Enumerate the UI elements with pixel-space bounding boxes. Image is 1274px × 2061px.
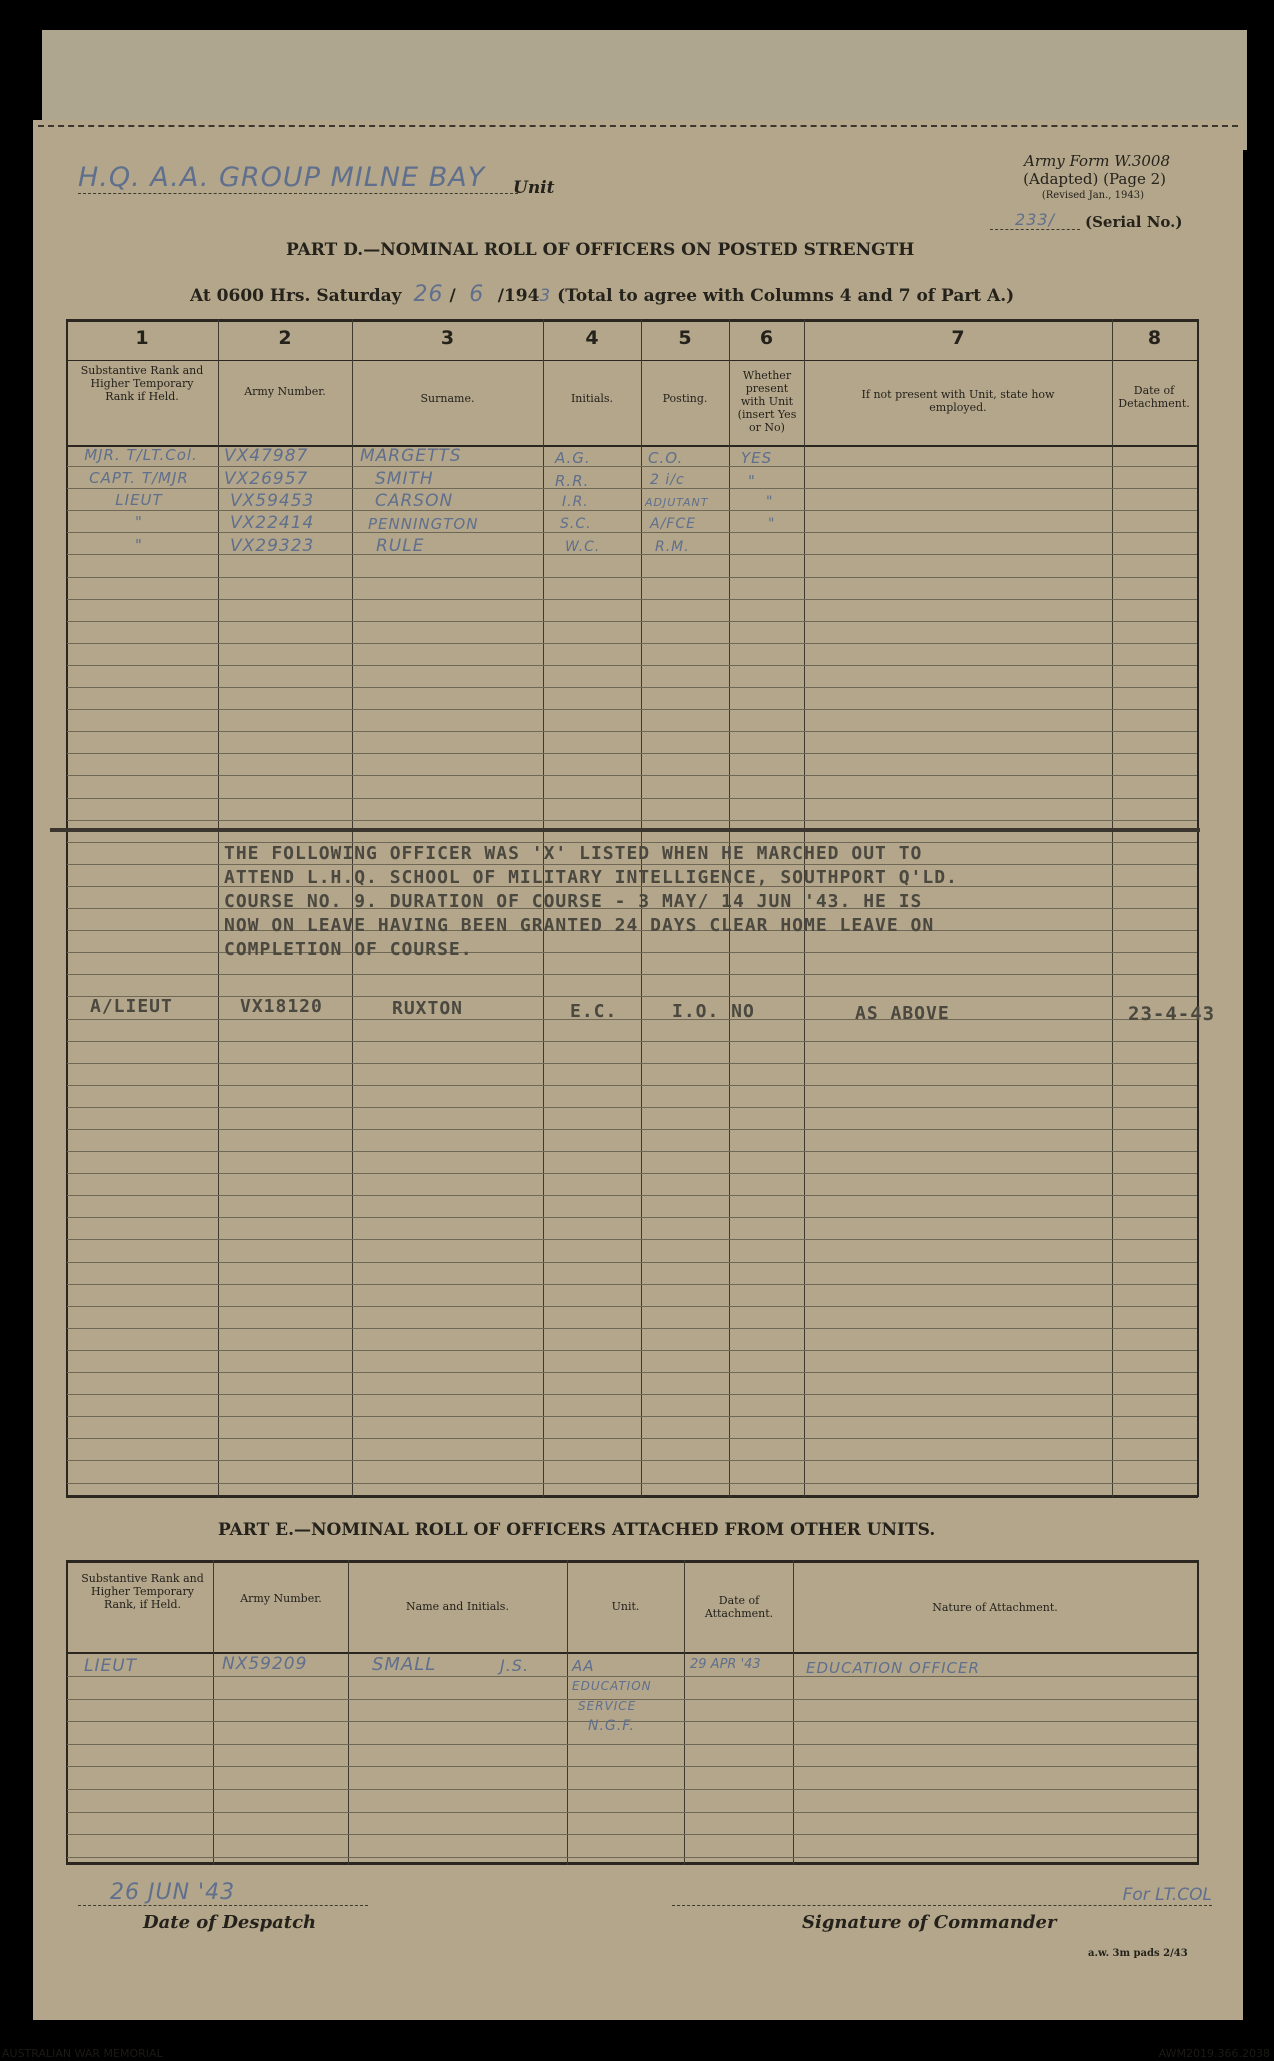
ruled-line — [67, 1789, 1197, 1790]
ruled-line — [67, 1195, 1197, 1196]
ruled-line — [67, 1483, 1197, 1484]
typed-initials: E.C. — [570, 1001, 618, 1022]
row-initials: I.R. — [562, 494, 589, 510]
table-e-top-rule — [66, 1560, 1198, 1563]
ruled-line — [67, 974, 1197, 975]
part-d-date-line: At 0600 Hrs. Saturday 26 / 6 /1943 (Total to agree with Columns 4 and 7 of Part A.) — [190, 282, 1015, 307]
ruled-line — [67, 1394, 1197, 1395]
despatch-label: Date of Despatch — [143, 1912, 317, 1933]
print-code: a.w. 3m pads 2/43 — [1088, 1948, 1188, 1959]
table-e-bottom-rule — [66, 1862, 1198, 1865]
table-e-right-edge — [1197, 1560, 1199, 1865]
typed-surname: RUXTON — [392, 998, 464, 1019]
unit-label: Unit — [513, 178, 555, 198]
table-e-left-edge — [66, 1560, 68, 1865]
total-note: (Total to agree with Columns 4 and 7 of Part A.) — [557, 286, 1015, 306]
e-row-army-number: NX59209 — [222, 1654, 308, 1674]
ruled-line — [67, 1041, 1197, 1042]
e-col-header-nature: Nature of Attachment. — [932, 1601, 1058, 1614]
ruled-line — [67, 1416, 1197, 1417]
typed-note-line: ATTEND L.H.Q. SCHOOL OF MILITARY INTELLIGENCE, SOUTHPORT Q'LD. — [224, 867, 958, 888]
date-month: 6 — [469, 282, 485, 307]
col-divider — [213, 1560, 214, 1865]
e-row-unit-line: N.G.F. — [588, 1718, 635, 1734]
row-surname: SMITH — [375, 469, 434, 489]
col-header-posting: Posting. — [662, 392, 708, 405]
table-d-bottom-rule — [66, 1495, 1198, 1498]
row-initials: R.R. — [555, 472, 590, 490]
row-initials: A.G. — [555, 449, 591, 467]
typed-note-line: COMPLETION OF COURSE. — [224, 939, 473, 960]
row-present: " — [768, 516, 776, 532]
ruled-line — [67, 1812, 1197, 1813]
e-row-date: 29 APR '43 — [690, 1657, 761, 1672]
at-prefix: At 0600 Hrs. Saturday — [190, 286, 402, 306]
typed-rank: A/LIEUT — [90, 996, 173, 1017]
ruled-line — [67, 1328, 1197, 1329]
e-row-unit-line: EDUCATION — [572, 1679, 652, 1693]
ruled-line — [67, 621, 1197, 622]
col-number: 7 — [951, 327, 965, 349]
table-d-right-edge — [1197, 319, 1199, 1497]
e-col-header-name: Name and Initials. — [406, 1600, 509, 1613]
row-rank: LIEUT — [115, 491, 163, 509]
col-header-initials: Initials. — [570, 392, 614, 405]
col-number: 6 — [759, 327, 774, 349]
ruled-line — [67, 1834, 1197, 1835]
ruled-line — [67, 665, 1197, 666]
date-day: 26 — [413, 282, 444, 307]
table-d-top-rule — [66, 319, 1198, 322]
col-header-surname: Surname. — [420, 392, 475, 405]
col-header-detachment: Date of Detachment. — [1118, 384, 1190, 410]
row-present: " — [748, 472, 756, 490]
col-number: 3 — [440, 327, 455, 349]
form-number: Army Form W.3008 — [1024, 152, 1170, 170]
ruled-line — [67, 709, 1197, 710]
ruled-line — [67, 1173, 1197, 1174]
e-row-unit-line: AA — [572, 1657, 595, 1675]
ruled-line — [67, 1151, 1197, 1152]
date-year-digit: 3 — [539, 286, 552, 306]
ruled-line — [67, 1129, 1197, 1130]
table-d-number-rule — [66, 360, 1198, 361]
perforation-line — [38, 125, 1238, 127]
row-present: YES — [741, 449, 773, 467]
ruled-line — [67, 687, 1197, 688]
serial-label: (Serial No.) — [1085, 213, 1183, 231]
e-col-header-army-number: Army Number. — [240, 1592, 322, 1605]
serial-number: 233/ — [990, 210, 1080, 230]
despatch-date: 26 JUN '43 — [78, 1880, 368, 1906]
commander-signature: For LT.COL — [672, 1885, 1212, 1906]
ruled-line — [67, 1262, 1197, 1263]
typed-army-number: VX18120 — [240, 996, 323, 1017]
row-army-number: VX59453 — [230, 491, 315, 511]
part-e-title: PART E.—NOMINAL ROLL OF OFFICERS ATTACHED FROM OTHER UNITS. — [218, 1520, 936, 1540]
form-adapted: (Adapted) (Page 2) — [1023, 170, 1166, 188]
col-number: 8 — [1147, 327, 1162, 349]
row-army-number: VX47987 — [224, 446, 309, 466]
e-col-header-date: Date of Attachment. — [704, 1594, 774, 1620]
ruled-line — [67, 1063, 1197, 1064]
typed-posting: I.O. NO — [672, 1001, 755, 1022]
ruled-line — [67, 1284, 1197, 1285]
col-number: 4 — [585, 327, 599, 349]
ruled-line — [67, 1019, 1197, 1020]
commander-label: Signature of Commander — [802, 1912, 1057, 1933]
row-surname: CARSON — [375, 491, 454, 511]
row-rank: " — [135, 513, 143, 531]
typed-note-line: THE FOLLOWING OFFICER WAS 'X' LISTED WHEN HE MARCHED OUT TO — [224, 843, 923, 864]
ruled-line — [67, 1085, 1197, 1086]
ruled-line — [67, 820, 1197, 821]
row-posting: ADJUTANT — [645, 496, 709, 509]
row-initials: S.C. — [560, 516, 592, 532]
col-number: 5 — [678, 327, 692, 349]
e-row-rank: LIEUT — [84, 1656, 138, 1676]
row-rank: " — [135, 536, 143, 554]
e-row-unit — [572, 1656, 652, 1736]
ruled-line — [67, 466, 1197, 467]
ruled-line — [67, 1306, 1197, 1307]
row-posting: A/FCE — [650, 516, 696, 532]
row-posting: 2 i/c — [650, 472, 685, 488]
ruled-line — [67, 753, 1197, 754]
ruled-line — [67, 1372, 1197, 1373]
ruled-line — [67, 1350, 1197, 1351]
typed-separator-line — [50, 828, 1200, 832]
e-col-header-unit: Unit. — [611, 1600, 640, 1613]
col-header-army-number: Army Number. — [244, 385, 326, 398]
e-row-unit-line: SERVICE — [578, 1699, 637, 1713]
ruled-line — [67, 1107, 1197, 1108]
row-army-number: VX26957 — [224, 469, 309, 489]
row-posting: C.O. — [648, 449, 684, 467]
col-header-employed: If not present with Unit, state how employed. — [861, 388, 1055, 414]
row-army-number: VX29323 — [230, 536, 315, 556]
caption-right: AWM2019.366.2038 — [1158, 2047, 1270, 2060]
caption-left: AUSTRALIAN WAR MEMORIAL — [2, 2047, 163, 2060]
row-present: " — [766, 494, 774, 510]
row-surname: PENNINGTON — [368, 515, 479, 533]
col-header-rank: Substantive Rank and Higher Temporary Rank if Held. — [80, 364, 204, 403]
unit-name: H.Q. A.A. GROUP MILNE BAY — [78, 162, 518, 194]
e-row-nature: EDUCATION OFFICER — [806, 1659, 980, 1677]
row-rank: MJR. T/LT.Col. — [84, 446, 198, 464]
col-header-present: Whether present with Unit (insert Yes or No) — [737, 369, 797, 434]
typed-employment: AS ABOVE — [855, 1003, 950, 1024]
part-d-title: PART D.—NOMINAL ROLL OF OFFICERS ON POSTED STRENGTH — [286, 240, 915, 260]
ruled-line — [67, 731, 1197, 732]
ruled-line — [67, 1766, 1197, 1767]
form-revised: (Revised Jan., 1943) — [1041, 190, 1144, 201]
typed-note-line: NOW ON LEAVE HAVING BEEN GRANTED 24 DAYS CLEAR HOME LEAVE ON — [224, 915, 935, 936]
col-number: 2 — [278, 327, 292, 349]
ruled-line — [67, 798, 1197, 799]
ruled-line — [67, 643, 1197, 644]
ruled-line — [67, 599, 1197, 600]
e-row-name: SMALL — [372, 1654, 437, 1675]
ruled-line — [67, 577, 1197, 578]
row-surname: MARGETTS — [360, 446, 462, 466]
e-col-header-rank: Substantive Rank and Higher Temporary Rank, if Held. — [81, 1572, 204, 1611]
typed-detachment-date: 23-4-43 — [1128, 1003, 1216, 1025]
e-row-initials: J.S. — [500, 1656, 530, 1675]
col-number: 1 — [135, 327, 149, 349]
typed-note — [224, 842, 958, 962]
typed-note-line: COURSE NO. 9. DURATION OF COURSE - 3 MAY/ 14 JUN '43. HE IS — [224, 891, 923, 912]
row-rank: CAPT. T/MJR — [89, 469, 189, 487]
col-divider — [684, 1560, 685, 1865]
ruled-line — [67, 1857, 1197, 1858]
ruled-line — [67, 996, 1197, 997]
ruled-line — [67, 1239, 1197, 1240]
row-posting: R.M. — [655, 539, 690, 555]
ruled-line — [67, 775, 1197, 776]
row-surname: RULE — [376, 536, 425, 556]
date-year: 194 — [503, 286, 540, 306]
row-initials: W.C. — [565, 539, 601, 555]
ruled-line — [67, 1438, 1197, 1439]
ruled-line — [67, 1217, 1197, 1218]
row-army-number: VX22414 — [230, 513, 315, 533]
ruled-line — [67, 1744, 1197, 1745]
ruled-line — [67, 1460, 1197, 1461]
